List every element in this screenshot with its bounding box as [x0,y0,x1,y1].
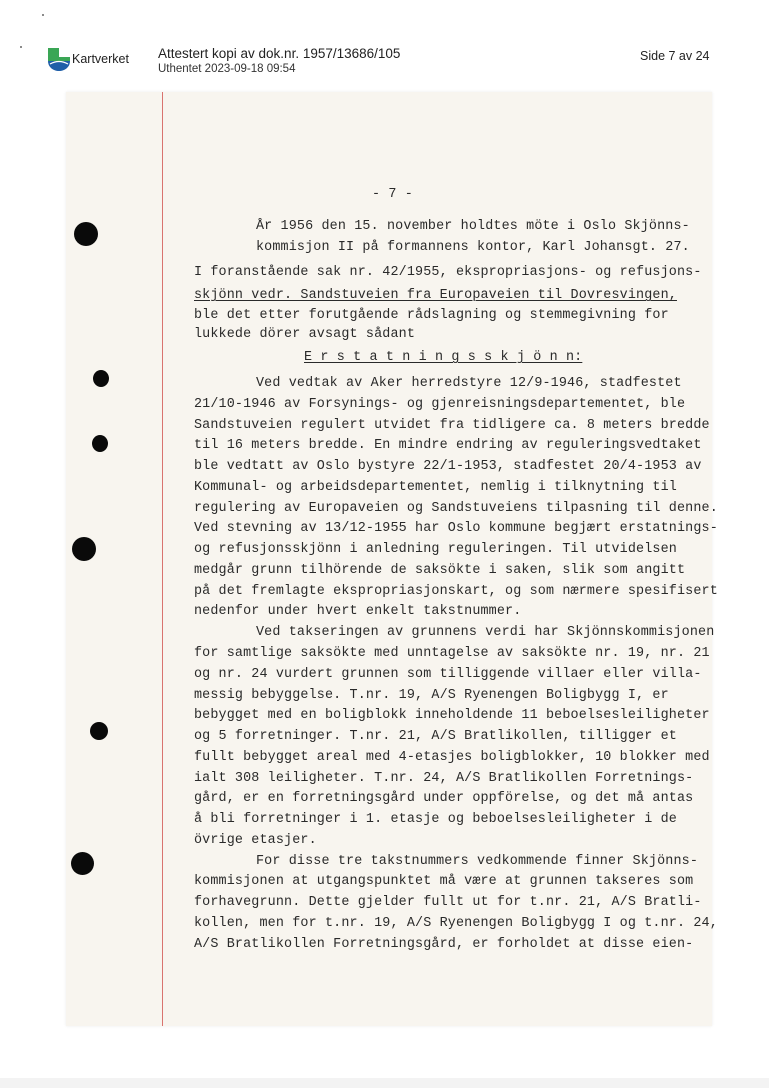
viewer-bottom-edge [0,1078,769,1088]
text-line: bebygget med en boligblokk inneholdende 11 beboelsesleiligheter [194,708,710,723]
text-line: 21/10-1946 av Forsynings- og gjenreisningsdepartementet, ble [194,397,686,412]
text-line: ialt 308 leiligheter. T.nr. 24, A/S Bratlikollen Forretnings- [194,771,694,786]
retrieved-timestamp: Uthentet 2023-09-18 09:54 [158,63,296,75]
text-line: Kommunal- og arbeidsdepartementet, nemlig i tilknytning til [194,480,677,495]
kartverket-logo-icon [46,45,72,73]
scan-speck [20,46,22,48]
scan-speck [42,14,44,16]
text-line: övrige etasjer. [194,833,317,848]
text-line: messig bebyggelse. T.nr. 19, A/S Ryenengen Boligbygg I, er [194,688,669,703]
page-number: Side 7 av 24 [640,49,710,63]
text-line: Sandstuveien regulert utvidet fra tidligere ca. 8 meters bredde [194,418,710,433]
section-heading: E r s t a t n i n g s s k j ö n n: [304,350,583,365]
text-line: ble vedtatt av Oslo bystyre 22/1-1953, stadfestet 20/4-1953 av [194,459,702,474]
text-line: kommisjonen at utgangspunktet må være at grunnen takseres som [194,874,694,889]
typewritten-text [66,92,718,1026]
text-line: til 16 meters bredde. En mindre endring av reguleringsvedtaket [194,438,702,453]
text-line: kollen, men for t.nr. 19, A/S Ryenengen Boligbygg I og t.nr. 24, [194,916,718,931]
text-line: Ved stevning av 13/12-1955 har Oslo kommune begjært erstatnings- [194,521,718,536]
text-line: for samtlige saksökte med unntagelse av saksökte nr. 19, nr. 21 [194,646,710,661]
text-line: å bli forretninger i 1. etasje og beboelsesleiligheter i de [194,812,677,827]
text-line: nedenfor under hvert enkelt takstnummer. [194,604,522,619]
scanned-page [66,92,718,1026]
text-line: fullt bebygget areal med 4-etasjes boligblokker, 10 blokker med [194,750,710,765]
text-line: forhavegrunn. Dette gjelder fullt ut for t.nr. 21, A/S Bratli- [194,895,702,910]
text-line: og refusjonsskjönn i anledning reguleringen. Til utvidelsen [194,542,677,557]
text-line: lukkede dörer avsagt sådant [194,327,416,342]
text-line: medgår grunn tilhörende de saksökte i saken, slik som angitt [194,563,686,578]
text-line: ble det etter forutgående rådslagning og stemmegivning for [194,308,669,323]
viewer-header [0,0,769,92]
text-line: A/S Bratlikollen Forretningsgård, er forholdet at disse eien- [194,937,694,952]
text-line: Ved takseringen av grunnens verdi har Skjönnskommisjonen [256,625,715,640]
document-title: Attestert kopi av dok.nr. 1957/13686/105 [158,46,401,61]
page-marker: - 7 - [372,187,413,202]
logo-text: Kartverket [72,52,129,66]
text-line: regulering av Europaveien og Sandstuveiens tilpasning til denne. [194,501,718,516]
text-line: gård, er en forretningsgård under oppförelse, og det må antas [194,791,694,806]
text-line: skjönn vedr. Sandstuveien fra Europaveien til Dovresvingen, [194,288,677,303]
text-line: År 1956 den 15. november holdtes möte i Oslo Skjönns- [256,219,690,234]
text-line: og 5 forretninger. T.nr. 21, A/S Bratlikollen, tilligger et [194,729,677,744]
text-line: I foranstående sak nr. 42/1955, ekspropriasjons- og refusjons- [194,265,702,280]
text-line: Ved vedtak av Aker herredstyre 12/9-1946, stadfestet [256,376,682,391]
text-line: For disse tre takstnummers vedkommende finner Skjönns- [256,854,699,869]
text-line: på det fremlagte ekspropriasjonskart, og som nærmere spesifisert [194,584,718,599]
text-line: og nr. 24 vurdert grunnen som tilliggende villaer eller villa- [194,667,702,682]
text-line: kommisjon II på formannens kontor, Karl Johansgt. 27. [256,240,690,255]
